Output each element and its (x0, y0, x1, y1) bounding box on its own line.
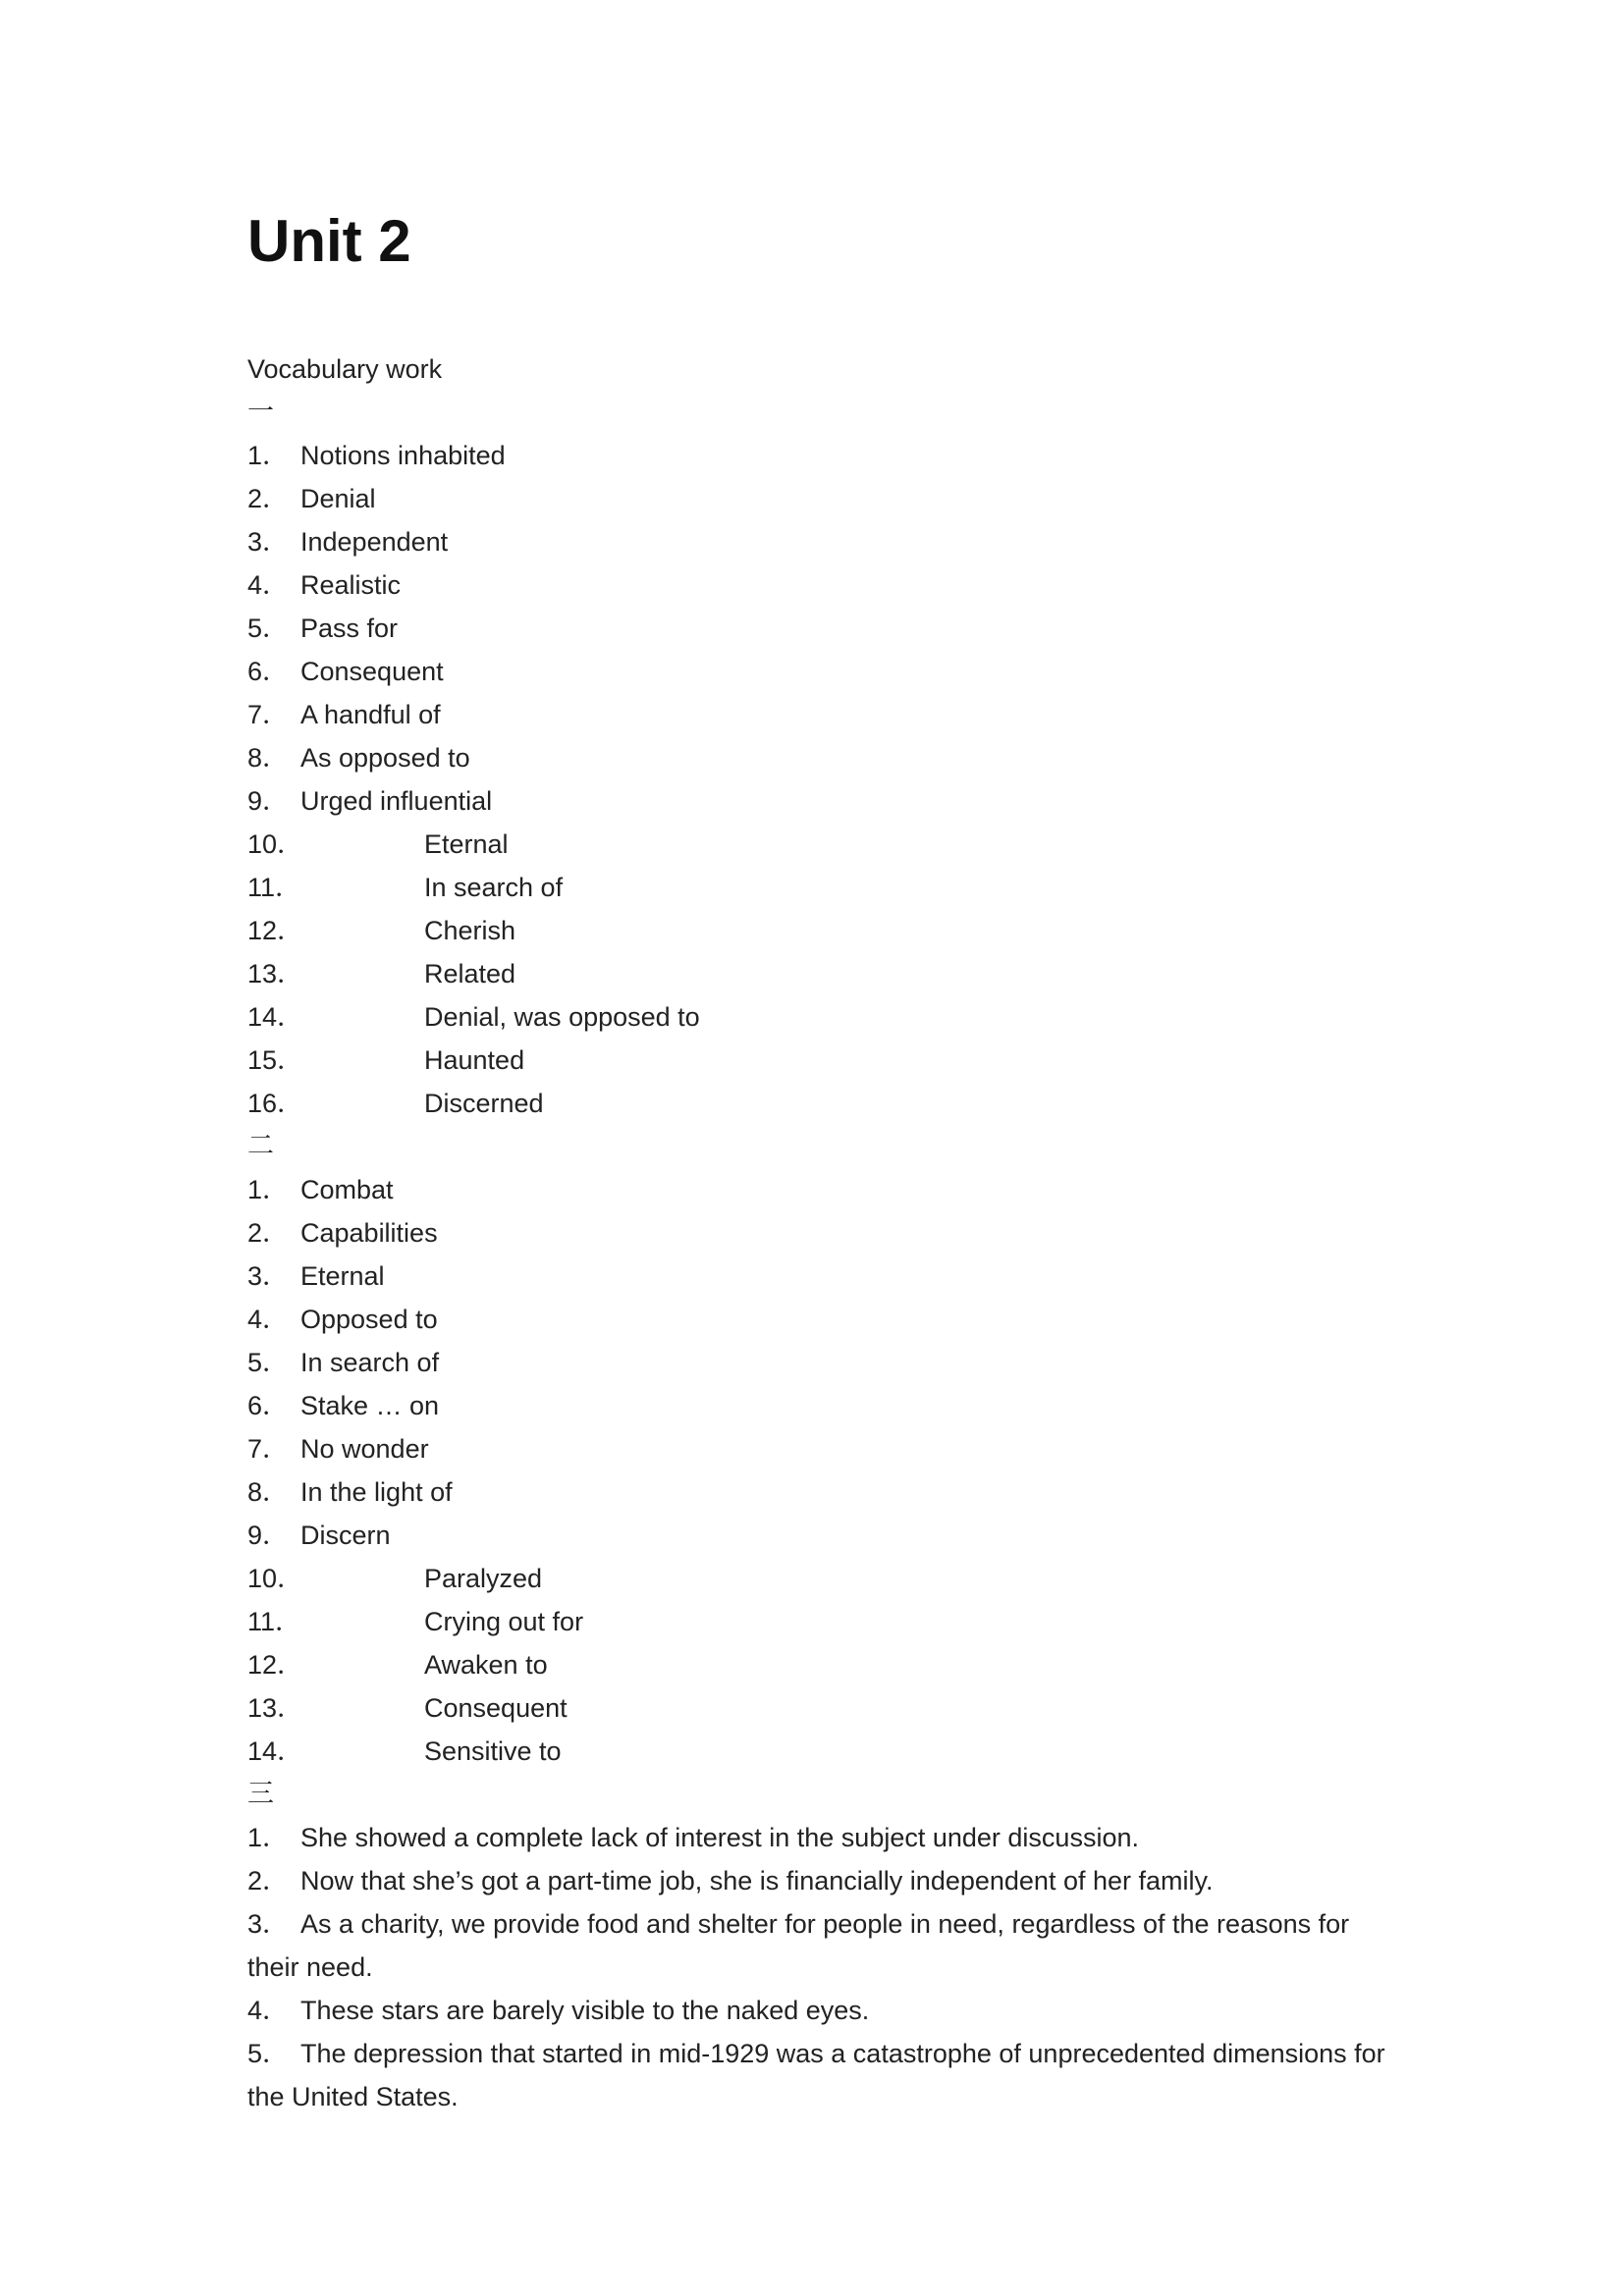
item-text: Consequent (424, 1693, 568, 1723)
item-text: In search of (424, 873, 564, 902)
item-number: 2． (247, 1866, 290, 1896)
vocabulary-list-2 (247, 1168, 1406, 1773)
item-number: 6． (247, 657, 290, 686)
item-text: Denial, was opposed to (424, 1002, 700, 1032)
list-item (247, 1082, 1406, 1125)
list-item (247, 1557, 1406, 1600)
item-number: 3． (247, 527, 290, 557)
item-text: Sensitive to (424, 1736, 562, 1766)
item-number: 5． (247, 1348, 290, 1377)
item-number: 13． (247, 1693, 304, 1723)
item-text: She showed a complete lack of interest in the subject under discussion. (300, 1823, 1139, 1852)
list-item (247, 693, 1406, 736)
item-number: 5． (247, 2039, 290, 2068)
item-number: 10． (247, 829, 304, 859)
sentence-list (247, 1816, 1406, 2118)
sentence-item (247, 1859, 1406, 1902)
item-text: Capabilities (300, 1218, 438, 1248)
list-item (247, 1039, 1406, 1082)
item-text: Discern (300, 1521, 391, 1550)
list-item (247, 1643, 1406, 1686)
item-number: 1． (247, 441, 290, 470)
item-number: 11． (247, 873, 302, 902)
item-text: In search of (300, 1348, 440, 1377)
item-text: As opposed to (300, 743, 470, 773)
item-text: The depression that started in mid-1929 was a catastrophe of unprecedented dimensions for the United States. (247, 2039, 1385, 2111)
item-number: 8． (247, 1477, 290, 1507)
item-number: 5． (247, 614, 290, 643)
item-text: A handful of (300, 700, 441, 729)
item-number: 2． (247, 484, 290, 513)
item-text: Combat (300, 1175, 394, 1204)
item-text: Independent (300, 527, 449, 557)
list-item (247, 1211, 1406, 1255)
list-item (247, 1514, 1406, 1557)
list-item (247, 520, 1406, 563)
list-item (247, 477, 1406, 520)
list-item (247, 995, 1406, 1039)
item-number: 8． (247, 743, 290, 773)
item-text: No wonder (300, 1434, 429, 1464)
item-text: Urged influential (300, 786, 493, 816)
item-number: 4． (247, 1996, 290, 2025)
item-text: Denial (300, 484, 376, 513)
item-number: 12． (247, 916, 304, 945)
item-text: Realistic (300, 570, 402, 600)
item-number: 1． (247, 1823, 290, 1852)
list-item (247, 607, 1406, 650)
list-item (247, 1168, 1406, 1211)
item-number: 6． (247, 1391, 290, 1420)
item-text: Consequent (300, 657, 444, 686)
item-number: 4． (247, 570, 290, 600)
item-text: Eternal (300, 1261, 385, 1291)
item-number: 3． (247, 1909, 290, 1939)
item-number: 4． (247, 1305, 290, 1334)
item-text: Now that she’s got a part-time job, she is financially independent of her family. (300, 1866, 1214, 1896)
item-text: Notions inhabited (300, 441, 506, 470)
list-item (247, 909, 1406, 952)
list-item (247, 563, 1406, 607)
list-item (247, 952, 1406, 995)
list-item (247, 1686, 1406, 1730)
list-item (247, 866, 1406, 909)
sentence-item (247, 1816, 1406, 1859)
item-number: 9． (247, 1521, 290, 1550)
item-text: Awaken to (424, 1650, 548, 1680)
item-text: As a charity, we provide food and shelter for people in need, regardless of the reasons for their need. (247, 1909, 1350, 1982)
item-number: 1． (247, 1175, 290, 1204)
item-number: 13． (247, 959, 304, 988)
item-number: 14． (247, 1002, 304, 1032)
item-number: 7． (247, 700, 290, 729)
item-number: 7． (247, 1434, 290, 1464)
item-text: Cherish (424, 916, 516, 945)
list-item (247, 1341, 1406, 1384)
item-number: 3． (247, 1261, 290, 1291)
item-text: Related (424, 959, 516, 988)
item-number: 14． (247, 1736, 304, 1766)
document-page (247, 206, 1406, 2118)
section-marker-1: 一 (247, 397, 274, 427)
vocabulary-list-1 (247, 434, 1406, 1125)
list-item (247, 1730, 1406, 1773)
list-item (247, 736, 1406, 779)
sentence-item (247, 1902, 1406, 1989)
list-item (247, 1384, 1406, 1427)
sentence-item (247, 1989, 1406, 2032)
list-item (247, 823, 1406, 866)
item-text: Crying out for (424, 1607, 584, 1636)
item-text: Discerned (424, 1089, 544, 1118)
list-item (247, 1255, 1406, 1298)
section-marker-3: 三 (247, 1779, 274, 1809)
list-item (247, 1427, 1406, 1470)
item-text: Pass for (300, 614, 399, 643)
item-text: Stake … on (300, 1391, 440, 1420)
item-text: Haunted (424, 1045, 525, 1075)
item-text: These stars are barely visible to the naked eyes. (300, 1996, 870, 2025)
item-text: Eternal (424, 829, 509, 859)
item-number: 11． (247, 1607, 302, 1636)
item-text: In the light of (300, 1477, 453, 1507)
list-item (247, 1298, 1406, 1341)
item-text: Opposed to (300, 1305, 438, 1334)
section-marker-2: 二 (247, 1131, 274, 1161)
list-item (247, 650, 1406, 693)
item-number: 12． (247, 1650, 304, 1680)
item-number: 9． (247, 786, 290, 816)
item-number: 10． (247, 1564, 304, 1593)
item-number: 16． (247, 1089, 304, 1118)
page-title: Unit 2 (247, 208, 411, 274)
item-number: 2． (247, 1218, 290, 1248)
list-item (247, 779, 1406, 823)
item-text: Paralyzed (424, 1564, 543, 1593)
list-item (247, 1600, 1406, 1643)
section-heading: Vocabulary work (247, 354, 443, 384)
list-item (247, 434, 1406, 477)
sentence-item (247, 2032, 1406, 2118)
list-item (247, 1470, 1406, 1514)
item-number: 15． (247, 1045, 304, 1075)
